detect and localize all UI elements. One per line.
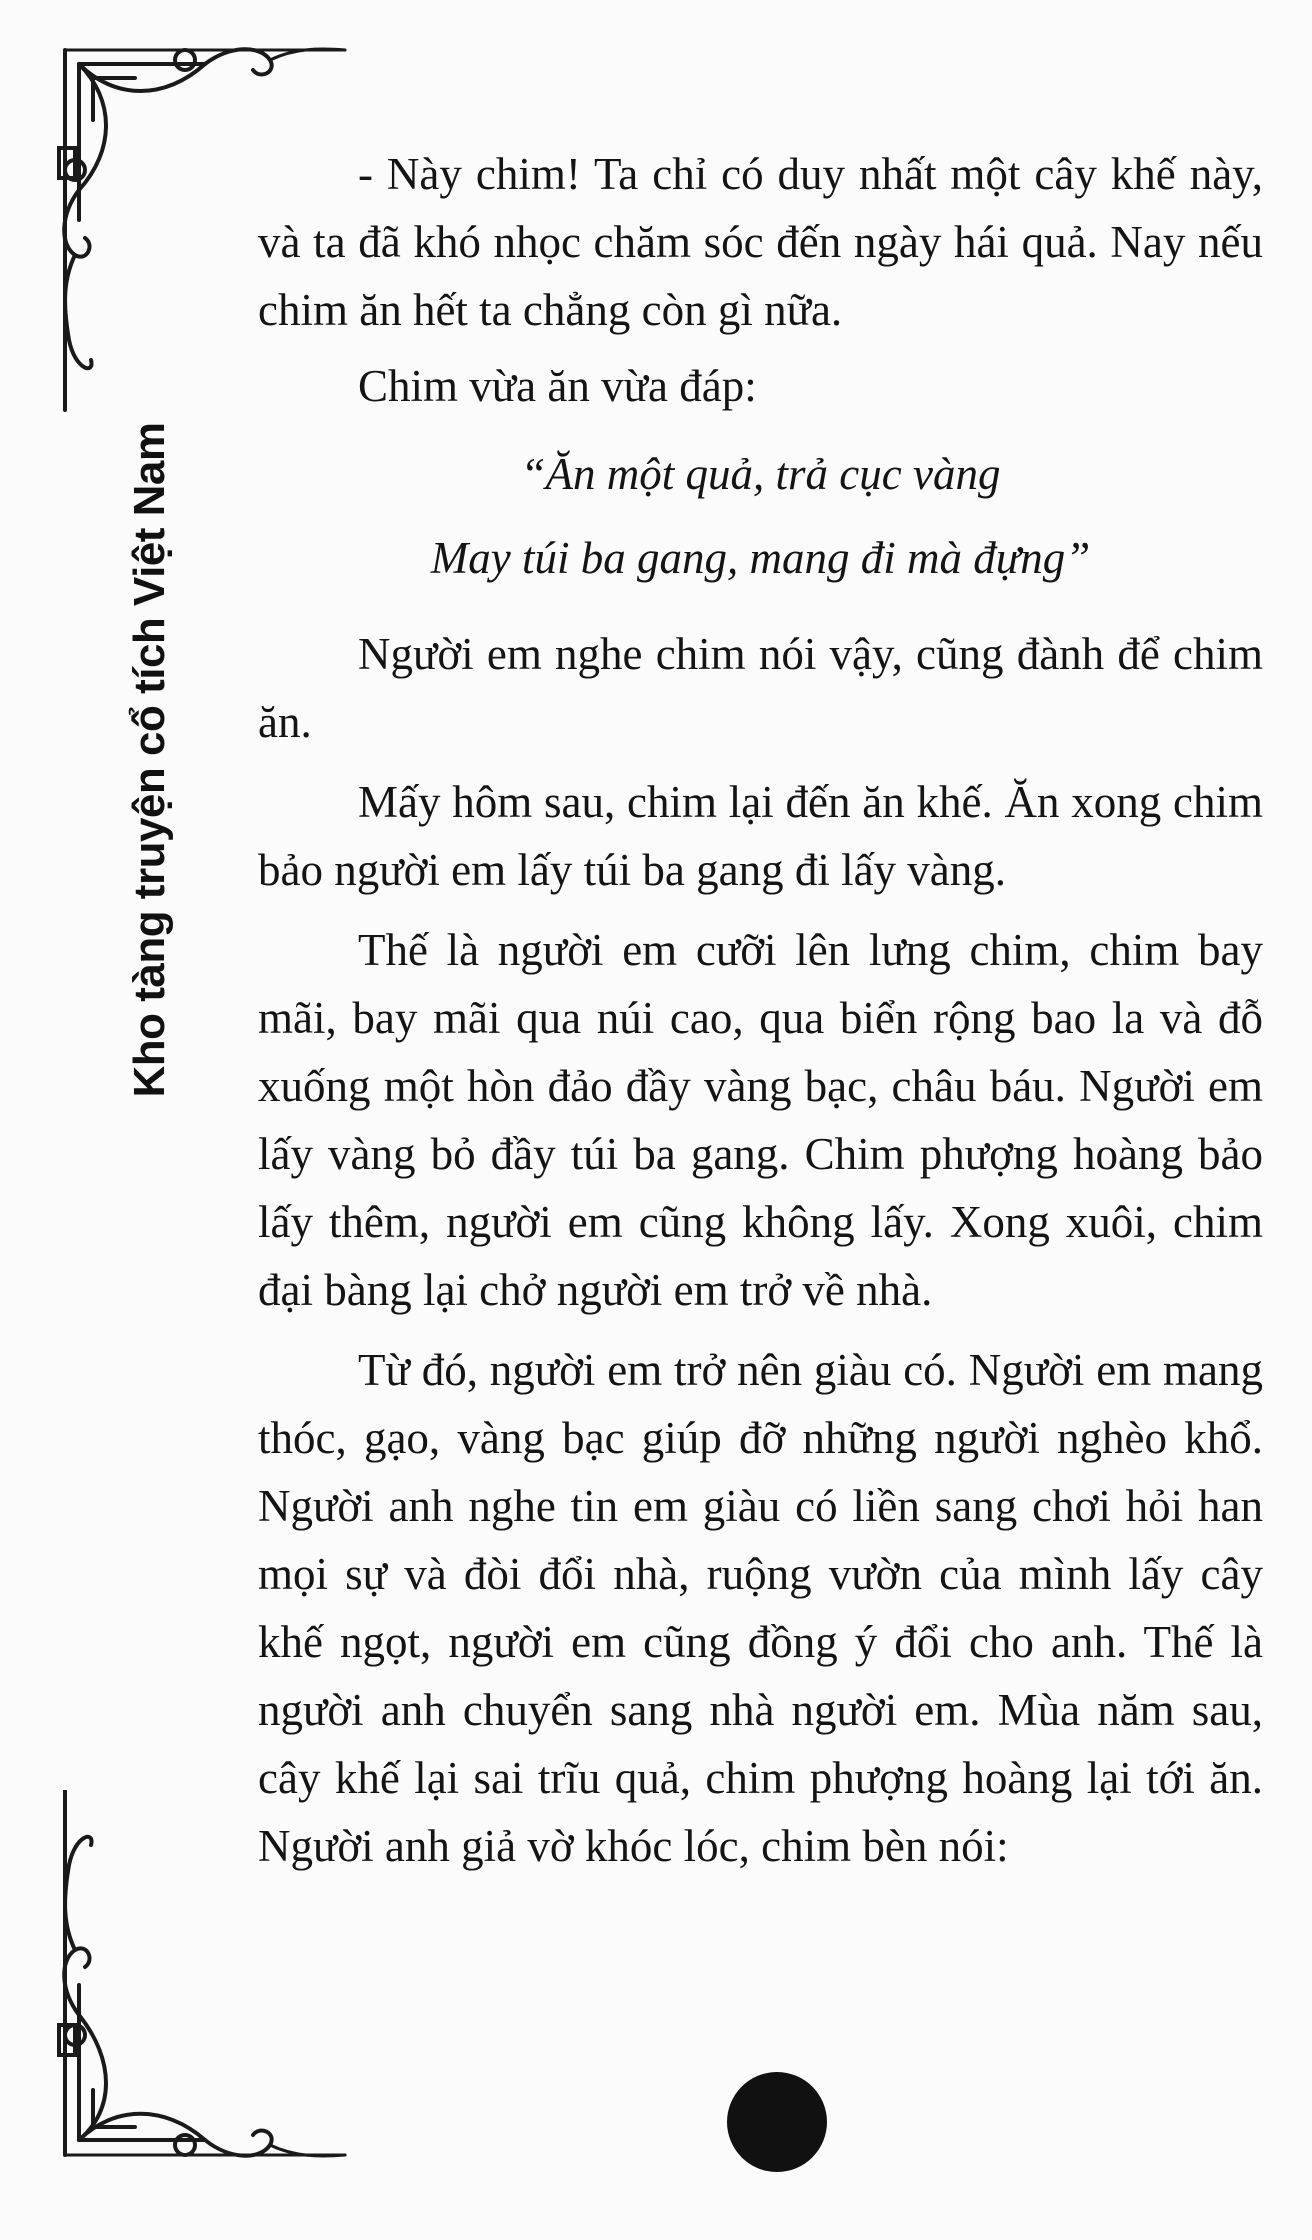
paragraph: Từ đó, người em trở nên giàu có. Người em mang thóc, gạo, vàng bạc giúp đỡ những người nghèo khổ. Người anh nghe tin em giàu có liền sang chơi hỏi han mọi sự và đòi đổi nhà, ruộng vườn của mình lấy cây khế ngọt, người em cũng đồng ý đổi cho anh. Thế là người anh chuyển sang nhà người em. Mùa năm sau, cây khế lại sai trĩu quả, chim phượng hoàng lại tới ăn. Người anh giả vờ khóc lóc, chim bèn nói: [258,1345,1263,1871]
paragraph: Thế là người em cưỡi lên lưng chim, chim bay mãi, bay mãi qua núi cao, qua biển rộng bao la và đỗ xuống một hòn đảo đầy vàng bạc, châu báu. Người em lấy vàng bỏ đầy túi ba gang. Chim phượng hoàng bảo lấy thêm, người em cũng không lấy. Xong xuôi, chim đại bàng lại chở người em trở về nhà. [258,925,1263,1315]
paragraph: Người em nghe chim nói vậy, cũng đành để chim ăn. [258,629,1263,747]
side-book-title: Kho tàng truyện cổ tích Việt Nam [125,422,174,1098]
page-number-dot-icon [727,2072,827,2172]
paragraph: - Này chim! Ta chỉ có duy nhất một cây khế này, và ta đã khó nhọc chăm sóc đến ngày hái quả. Nay nếu chim ăn hết ta chẳng còn gì nữa. [258,149,1263,335]
verse-line: “Ăn một quả, trả cục vàng [520,449,1001,499]
verse-line: May túi ba gang, mang đi mà đựng” [430,533,1091,583]
story-text [258,140,1263,1892]
paragraph: Chim vừa ăn vừa đáp: [358,361,757,411]
paragraph: Mấy hôm sau, chim lại đến ăn khế. Ăn xong chim bảo người em lấy túi ba gang đi lấy vàng. [258,777,1263,895]
